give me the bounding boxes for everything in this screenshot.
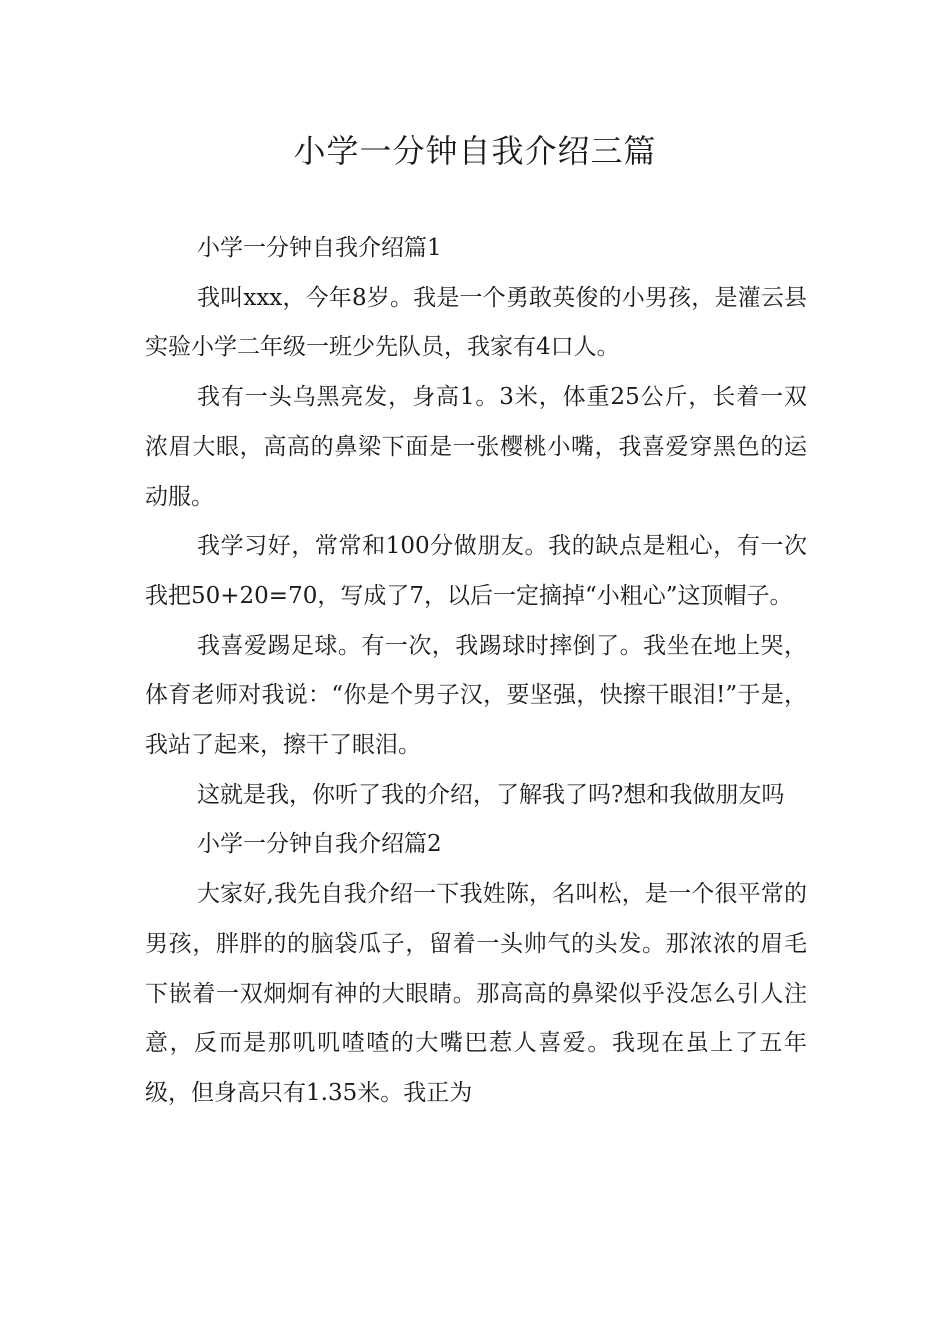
paragraph: 我喜爱踢足球。有一次，我踢球时摔倒了。我坐在地上哭，体育老师对我说：“你是个男子汉，要坚强，快擦干眼泪!”于是，我站了起来，擦干了眼泪。 (145, 632, 807, 759)
paragraph: 这就是我，你听了我的介绍，了解我了吗?想和我做朋友吗 (197, 781, 785, 808)
section-heading-1: 小学一分钟自我介绍篇1 (197, 235, 442, 261)
paragraph: 大家好,我先自我介绍一下我姓陈，名叫松，是一个很平常的男孩，胖胖的的脑袋瓜子，留着一头帅气的头发。那浓浓的眉毛下嵌着一双炯炯有神的大眼睛。那高高的鼻梁似乎没怎么引人注意，反而是那叽叽喳喳的大嘴巴惹人喜爱。我现在虽上了五年级，但身高只有1.35米。我正为 (145, 881, 807, 1106)
paragraph: 我学习好，常常和100分做朋友。我的缺点是粗心，有一次我把50+20=70，写成了7，以后一定摘掉“小粗心”这顶帽子。 (145, 533, 807, 609)
paragraph: 我有一头乌黑亮发，身高1。3米，体重25公斤，长着一双浓眉大眼，高高的鼻梁下面是一张樱桃小嘴，我喜爱穿黑色的运动服。 (145, 384, 807, 510)
document-body (145, 224, 807, 1119)
paragraph: 我叫xxx，今年8岁。我是一个勇敢英俊的小男孩，是灌云县实验小学二年级一班少先队员，我家有4口人。 (145, 284, 807, 361)
document-title: 小学一分钟自我介绍三篇 (293, 132, 657, 170)
section-heading-2: 小学一分钟自我介绍篇2 (197, 831, 442, 858)
